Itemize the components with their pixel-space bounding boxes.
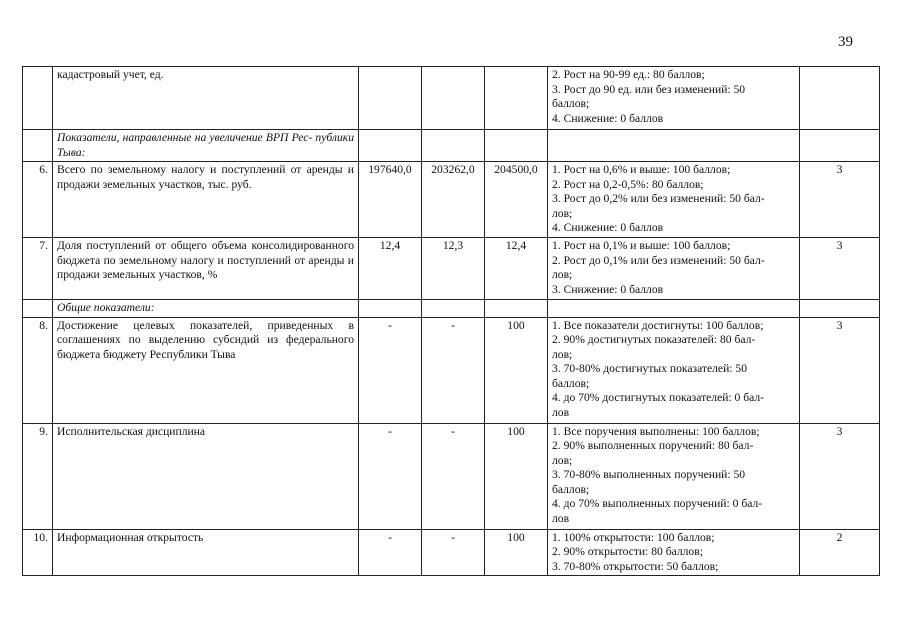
criteria-line: 3. Рост до 0,2% или без изменений: 50 бал- — [552, 192, 765, 205]
criteria-line: баллов; — [552, 482, 590, 496]
criteria-line: баллов; — [552, 376, 590, 390]
criteria-line: 4. Снижение: 0 баллов — [552, 111, 664, 125]
section-empty-cell — [485, 130, 548, 162]
criteria-line: 1. Все показатели достигнуты: 100 баллов; — [552, 318, 764, 332]
indicator-name: Исполнительская дисциплина — [53, 423, 359, 529]
value-2019: - — [359, 423, 422, 529]
value-2020: 12,3 — [422, 238, 485, 300]
criteria-line: лов — [552, 405, 570, 419]
page-number: 39 — [838, 34, 853, 50]
criteria-line: 3. Снижение: 0 баллов — [552, 282, 664, 296]
indicator-name: Информационная открытость — [53, 529, 359, 576]
section-title: Показатели, направленные на увеличение ВРП Рес- публики Тыва: — [53, 130, 359, 162]
section-title: Общие показатели: — [53, 300, 359, 318]
value-2021: 100 — [485, 529, 548, 576]
criteria-line: 3. 70-80% выполненных поручений: 50 — [552, 468, 746, 481]
section-num-cell — [23, 300, 53, 318]
table-body — [23, 67, 880, 576]
criteria-cell — [548, 317, 800, 423]
criteria-line: 1. 100% открытости: 100 баллов; — [552, 530, 715, 544]
row-number — [23, 67, 53, 130]
section-empty-cell — [359, 130, 422, 162]
criteria-line: 1. Рост на 0,1% и выше: 100 баллов; — [552, 239, 731, 252]
value-2020: - — [422, 529, 485, 576]
value-2019: - — [359, 529, 422, 576]
criteria-line: 1. Все поручения выполнены: 100 баллов; — [552, 424, 760, 438]
value-2021: 100 — [485, 423, 548, 529]
section-num-cell — [23, 130, 53, 162]
value-2020: - — [422, 317, 485, 423]
criteria-line: лов; — [552, 206, 573, 220]
section-empty-cell — [359, 300, 422, 318]
value-2021: 100 — [485, 317, 548, 423]
score: 3 — [800, 238, 880, 300]
criteria-line: лов; — [552, 268, 573, 281]
criteria-line: 1. Рост на 0,6% и выше: 100 баллов; — [552, 163, 731, 176]
row-number: 9. — [23, 423, 53, 529]
section-row — [23, 300, 880, 318]
criteria-line: 2. 90% открытости: 80 баллов; — [552, 545, 703, 558]
score: 3 — [800, 162, 880, 238]
score: 3 — [800, 423, 880, 529]
section-empty-cell — [422, 300, 485, 318]
table-row — [23, 423, 880, 529]
value-2019: 12,4 — [359, 238, 422, 300]
criteria-cell — [548, 529, 800, 576]
criteria-line: баллов; — [552, 97, 590, 110]
value-2020: 203262,0 — [422, 162, 485, 238]
table-row — [23, 238, 880, 300]
criteria-cell — [548, 67, 800, 130]
section-empty-cell — [800, 300, 880, 318]
criteria-line: лов; — [552, 453, 573, 467]
criteria-line: лов; — [552, 347, 573, 361]
row-number: 7. — [23, 238, 53, 300]
value-2020 — [422, 67, 485, 130]
score — [800, 67, 880, 130]
section-empty-cell — [422, 130, 485, 162]
indicator-name: кадастровый учет, ед. — [53, 67, 359, 130]
criteria-line: 3. 70-80% достигнутых показателей: 50 — [552, 362, 747, 375]
criteria-cell — [548, 238, 800, 300]
value-2021: 12,4 — [485, 238, 548, 300]
section-row — [23, 130, 880, 162]
criteria-line: 4. Снижение: 0 баллов — [552, 221, 664, 234]
criteria-line: 4. до 70% достигнутых показателей: 0 бал- — [552, 391, 765, 404]
criteria-line: 4. до 70% выполненных поручений: 0 бал- — [552, 497, 763, 510]
table-row — [23, 529, 880, 576]
value-2020: - — [422, 423, 485, 529]
table-row — [23, 67, 880, 130]
section-empty-cell — [800, 130, 880, 162]
criteria-line: 2. 90% выполненных поручений: 80 бал- — [552, 439, 754, 452]
criteria-cell — [548, 423, 800, 529]
criteria-line: 3. Рост до 90 ед. или без изменений: 50 — [552, 82, 746, 96]
value-2019: - — [359, 317, 422, 423]
criteria-cell — [548, 162, 800, 238]
criteria-line: 2. Рост на 0,2-0,5%: 80 баллов; — [552, 177, 704, 191]
section-empty-cell — [548, 130, 800, 162]
criteria-line: 2. Рост до 0,1% или без изменений: 50 бал- — [552, 253, 765, 267]
score: 3 — [800, 317, 880, 423]
value-2019 — [359, 67, 422, 130]
criteria-line: 2. 90% достигнутых показателей: 80 бал- — [552, 333, 756, 346]
section-empty-cell — [548, 300, 800, 318]
row-number: 6. — [23, 162, 53, 238]
criteria-line: 3. 70-80% открытости: 50 баллов; — [552, 559, 719, 573]
value-2021: 204500,0 — [485, 162, 548, 238]
criteria-line: 2. Рост на 90-99 ед.: 80 баллов; — [552, 68, 705, 81]
table-row — [23, 162, 880, 238]
value-2019: 197640,0 — [359, 162, 422, 238]
table-row — [23, 317, 880, 423]
indicator-name: Достижение целевых показателей, приведенных в соглашениях по выделению субсидий из федерального бюджета бюджету Республики Тыва — [53, 317, 359, 423]
indicators-table — [22, 66, 880, 576]
indicator-name: Всего по земельному налогу и поступлений от аренды и продажи земельных участков, тыс. руб. — [53, 162, 359, 238]
criteria-line: лов — [552, 511, 570, 525]
indicator-name: Доля поступлений от общего объема консолидированного бюджета по земельному налогу и поступлений от аренды и продажи земельных участков, % — [53, 238, 359, 300]
section-empty-cell — [485, 300, 548, 318]
value-2021 — [485, 67, 548, 130]
score: 2 — [800, 529, 880, 576]
row-number: 8. — [23, 317, 53, 423]
row-number: 10. — [23, 529, 53, 576]
